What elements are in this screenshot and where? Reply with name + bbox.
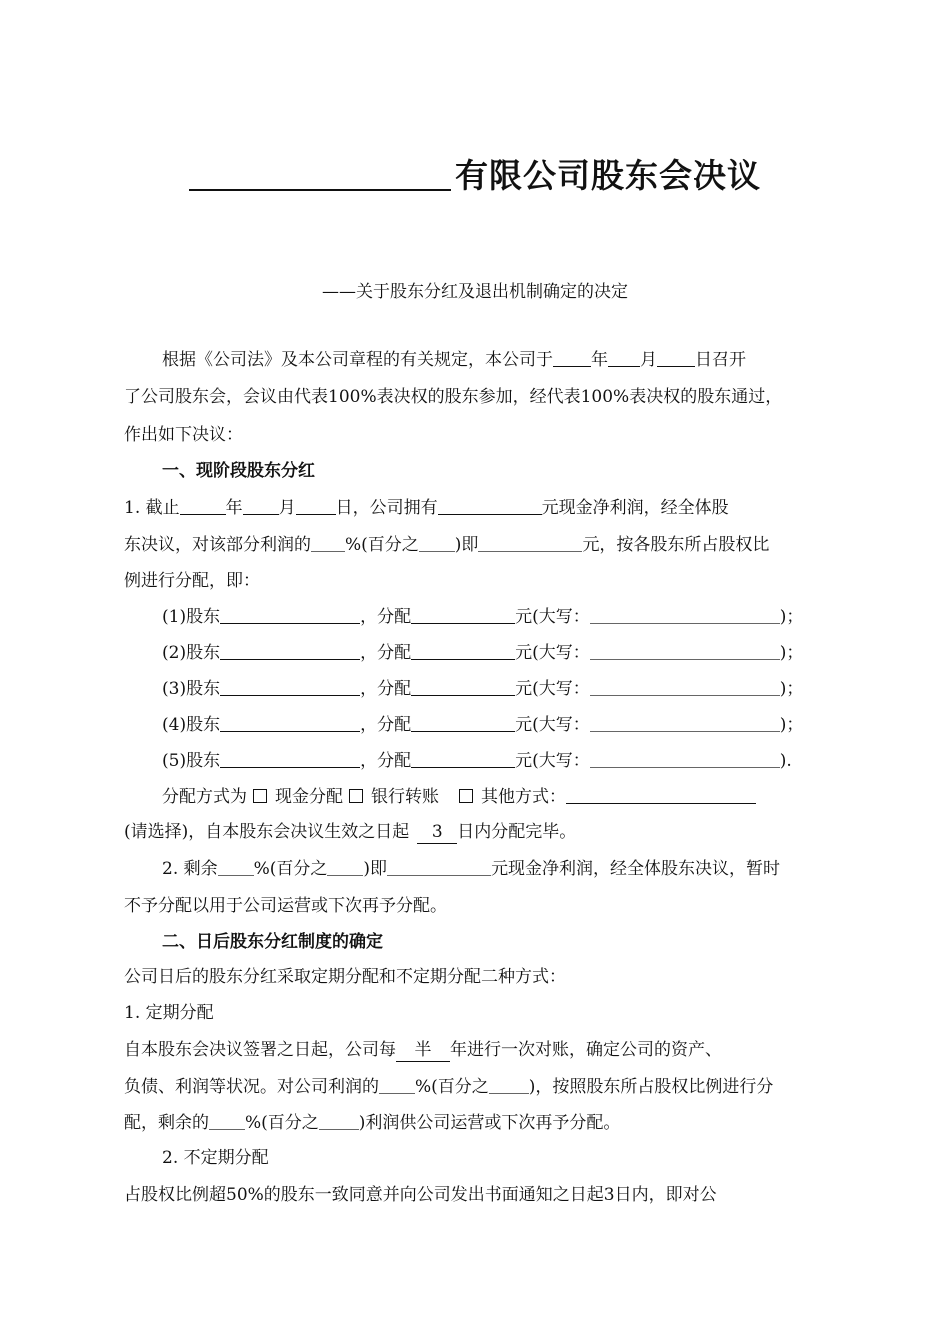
remaining-pct-blank[interactable] [218,857,254,876]
item-1-text-2c: 元，按各股东所占股权比 [582,535,770,555]
unit-label: 元(大写： [515,751,590,771]
shareholder-name-blank[interactable] [220,749,360,768]
item-1-line-2 [124,533,769,556]
cutoff-year-blank[interactable] [180,496,226,515]
cutoff-month-blank[interactable] [243,496,279,515]
company-name-blank[interactable] [189,159,451,191]
document-title [0,150,950,197]
alloc-amount-blank[interactable] [411,713,515,732]
periodic-text-2b: )，按照股东所占股权比例进行分 [528,1077,774,1097]
alloc-label: ，分配 [360,607,412,627]
amount-words-blank[interactable] [590,677,780,696]
intro-text-1b: 日召开 [695,350,746,370]
row-end: )； [779,607,804,627]
shareholder-row [162,713,803,736]
unit-label: 元(大写： [515,679,590,699]
document-subtitle: ——关于股东分红及退出机制确定的决定 [322,282,628,302]
cutoff-day-label: 日，公司拥有 [335,498,438,518]
other-method-blank[interactable] [566,785,756,804]
title-text: 有限公司股东会决议 [455,156,761,195]
alloc-amount-blank[interactable] [411,605,515,624]
profit-pct-words-blank[interactable] [489,1075,529,1094]
retained-pct-label: %(百分之 [245,1113,319,1133]
cutoff-month-label: 月 [278,498,296,518]
periodic-line-1 [124,1039,722,1062]
irregular-line-1: 占股权比例超50%的股东一致同意并向公司发出书面通知之日起3日内，即对公 [124,1185,717,1205]
year-label: 年 [591,350,608,370]
shareholder-row [162,749,792,772]
section-2-heading: 二、日后股东分红制度的确定 [162,932,383,952]
intro-text-1a: 根据《公司法》及本公司章程的有关规定，本公司于 [162,350,553,370]
period-value[interactable]: 半 [396,1039,450,1062]
distribute-amount-blank[interactable] [478,533,582,552]
row-end: )； [779,679,804,699]
method-line-1 [162,785,756,808]
shareholder-label: (2)股东 [162,643,221,663]
alloc-amount-blank[interactable] [411,749,515,768]
periodic-text-2a: 负债、利润等状况。对公司利润的 [124,1077,379,1097]
periodic-text-3a: 配，剩余的 [124,1113,209,1133]
item-1-line-3: 例进行分配，即： [124,571,260,591]
row-end: )； [779,643,804,663]
retained-pct-blank[interactable] [209,1111,245,1130]
shareholder-label: (4)股东 [162,715,221,735]
cutoff-day-blank[interactable] [296,496,336,515]
sub-2-heading: 2. 不定期分配 [162,1148,269,1168]
month-label: 月 [640,350,657,370]
periodic-text-1a: 自本股东会决议签署之日起，公司每 [124,1040,396,1060]
unit-label: 元(大写： [515,715,590,735]
profit-pct-blank[interactable] [379,1075,415,1094]
cash-checkbox[interactable] [253,789,267,803]
shareholder-row [162,677,803,700]
item-1-text-a: 1. 截止 [124,498,180,518]
item-2-text-c: 元现金净利润，经全体股东决议，暂时 [491,859,781,879]
intro-line-1 [162,348,746,371]
other-checkbox[interactable] [459,789,473,803]
shareholder-row [162,605,803,628]
amount-words-blank[interactable] [590,713,780,732]
intro-line-2: 了公司股东会，会议由代表100%表决权的股东参加，经代表100%表决权的股东通过， [124,387,783,407]
item-2-line-2: 不予分配以用于公司运营或下次再予分配。 [124,896,447,916]
item-2-text-b: )即 [363,859,388,879]
row-end: )； [779,715,804,735]
shareholder-name-blank[interactable] [220,605,360,624]
sub-1-heading: 1. 定期分配 [124,1003,214,1023]
amount-words-blank[interactable] [590,641,780,660]
meeting-year-blank[interactable] [553,348,591,367]
section-1-heading: 一、现阶段股东分红 [162,461,315,481]
remaining-pct-label: %(百分之 [253,859,328,879]
distribute-pct-blank[interactable] [311,533,345,552]
item-2-text-a: 2. 剩余 [162,859,218,879]
shareholder-label: (5)股东 [162,751,221,771]
intro-line-3: 作出如下决议： [124,425,243,445]
amount-words-blank[interactable] [590,749,780,768]
alloc-label: ，分配 [360,715,412,735]
other-option-label: 其他方式： [481,787,566,807]
item-1-text-b: 元现金净利润，经全体股 [541,498,729,518]
section-2-intro: 公司日后的股东分红采取定期分配和不定期分配二种方式： [124,967,566,987]
days-value[interactable]: 3 [417,821,457,844]
item-2-line-1 [162,857,780,880]
meeting-day-blank[interactable] [657,348,695,367]
unit-label: 元(大写： [515,607,590,627]
item-1-text-2a: 东决议，对该部分利润的 [124,535,311,555]
periodic-text-3b: )利润供公司运营或下次再予分配。 [358,1113,621,1133]
periodic-line-3 [124,1111,620,1134]
alloc-label: ，分配 [360,679,412,699]
method-text-2b: 日内分配完毕。 [457,822,577,842]
alloc-label: ，分配 [360,751,412,771]
shareholder-label: (1)股东 [162,607,221,627]
shareholder-name-blank[interactable] [220,677,360,696]
cutoff-year-label: 年 [225,498,243,518]
method-line-2 [124,821,576,844]
periodic-text-1b: 年进行一次对账，确定公司的资产、 [450,1040,722,1060]
net-profit-blank[interactable] [438,496,542,515]
alloc-label: ，分配 [360,643,412,663]
shareholder-name-blank[interactable] [220,713,360,732]
distribute-pct-words-blank[interactable] [419,533,455,552]
cash-option-label: 现金分配 [275,787,343,807]
pct-label: %(百分之 [345,535,419,555]
shareholder-label: (3)股东 [162,679,221,699]
remaining-pct-words-blank[interactable] [327,857,363,876]
retained-pct-words-blank[interactable] [319,1111,359,1130]
item-1-line-1 [124,496,729,519]
profit-pct-label: %(百分之 [415,1077,489,1097]
bank-checkbox[interactable] [349,789,363,803]
method-label: 分配方式为 [162,787,247,807]
bank-option-label: 银行转账 [371,787,439,807]
method-text-2a: (请选择)，自本股东会决议生效之日起 [124,822,410,842]
meeting-month-blank[interactable] [608,348,640,367]
alloc-amount-blank[interactable] [411,641,515,660]
alloc-amount-blank[interactable] [411,677,515,696]
shareholder-name-blank[interactable] [220,641,360,660]
remaining-amount-blank[interactable] [387,857,491,876]
unit-label: 元(大写： [515,643,590,663]
amount-words-blank[interactable] [590,605,780,624]
item-1-text-2b: )即 [454,535,479,555]
periodic-line-2 [124,1075,773,1098]
row-end: ). [779,751,792,771]
shareholder-row [162,641,803,664]
